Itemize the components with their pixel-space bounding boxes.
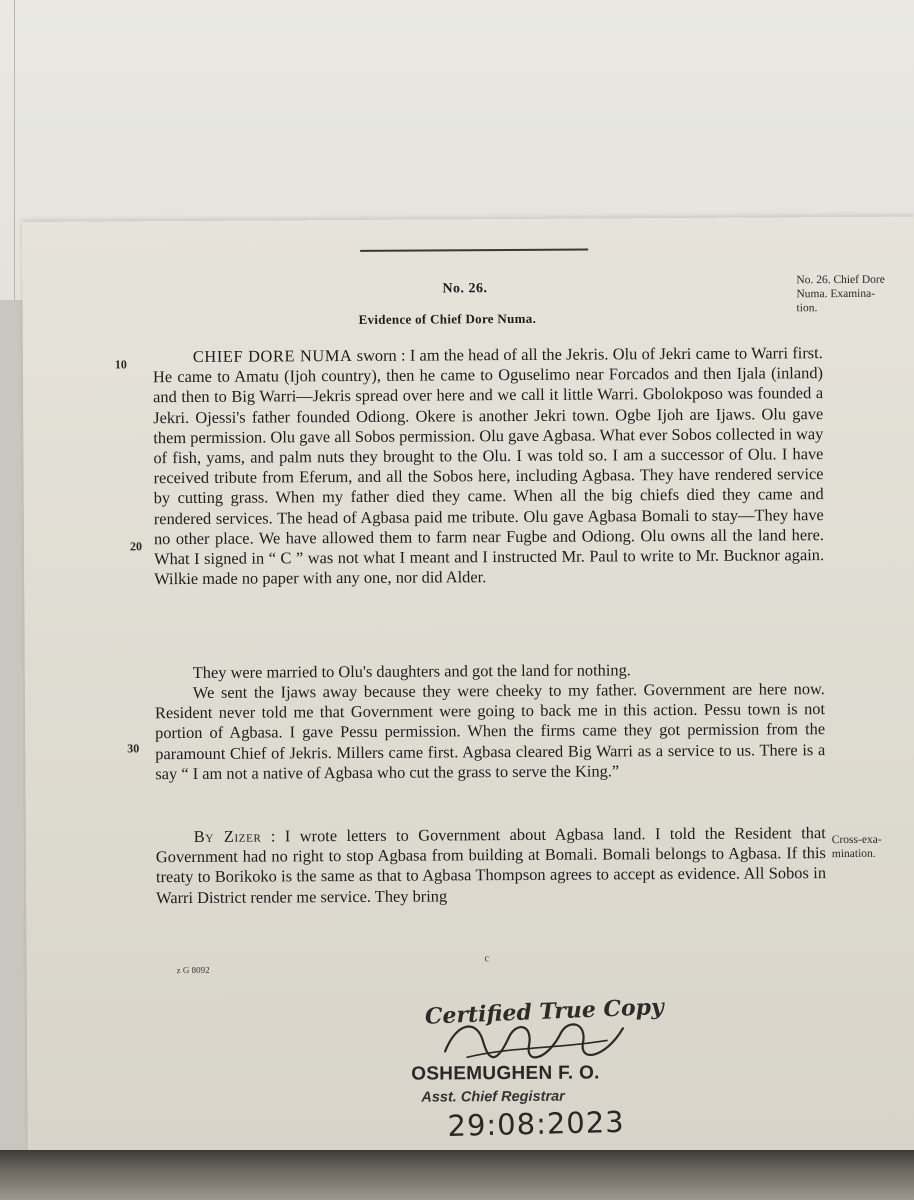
paragraph-married: They were married to Olu's daughters and got the land for nothing. bbox=[192, 660, 631, 682]
sheet-edge bbox=[14, 0, 15, 300]
paragraph-ijaws: We sent the Ijaws away because they were cheeky to my father. Government are here now. Resident never told me that Government were going to back me in this action. Pessu town is not portion of Agbasa. I gave Pessu permission. When the firms came they got permission from the paramount Chief of Jekris. Millers came first. Agbasa cleared Big Warri as a service to us. There is a say “ I am not a native of Agbasa who cut the grass to serve the King.” bbox=[154, 679, 826, 784]
paragraph-cross-examination bbox=[156, 823, 826, 908]
line-number-30: 30 bbox=[127, 741, 140, 756]
line-number-20: 20 bbox=[129, 539, 143, 554]
margin-note-examination: No. 26. Chief Dore Numa. Examina- tion. bbox=[796, 273, 885, 315]
speaker-name: CHIEF DORE NUMA bbox=[192, 345, 353, 366]
stamp-role: Asst. Chief Registrar bbox=[421, 1088, 565, 1106]
stamp-date: 29:08:2023 bbox=[447, 1104, 626, 1143]
stamp-certified-text: Certified True Copy bbox=[424, 993, 665, 1030]
line-number-10: 10 bbox=[114, 357, 127, 372]
paragraph-examination bbox=[153, 343, 824, 590]
paragraph-text: : I wrote letters to Government about Agbasa land. I told the Resident that Government had no right to stop Agbasa from building at Bomali. Bomali belongs to Agbasa. If this treaty to Borikoko is the same as that to Agbasa Thompson agrees to accept as evidence. All Sobos in Warri District render me service. They bring bbox=[155, 823, 827, 907]
document-title: Evidence of Chief Dore Numa. bbox=[358, 310, 537, 327]
print-code: z G 8092 bbox=[176, 964, 210, 976]
document-number: No. 26. bbox=[442, 281, 488, 297]
stamp-name: OSHEMUGHEN F. O. bbox=[411, 1062, 600, 1085]
margin-note-cross-examination: Cross-exa- mination. bbox=[831, 833, 882, 861]
document-page bbox=[22, 217, 914, 1157]
page-letter: c bbox=[484, 953, 489, 965]
table-surface bbox=[0, 1150, 914, 1200]
paragraph-text: sworn : I am the head of all the Jekris. Olu of Jekri came to Warri first. He came to Amatu (Ijoh country), then he came to Oguselimo near Forcados and then Ijala (inland) and then to Big Warri—Jekris spread over here and we call it little Warri. Gbolokposo was founded a Jekri. Ojessi's father founded Odiong. Okere is another Jekri town. Ogbe Ijoh are Ijaws. Olu gave them permission. Olu gave all Sobos permission. Olu gave Agbasa. What ever Sobos collected in way of fish, yams, and palm nuts they brought to the Olu. I was told so. I am a successor of Olu. I have received tribute from Eferum, and all the Sobos here, including Agbasa. They have rendered service by cutting grass. When my father died they came. When all the big chiefs died they came and rendered services. The head of Agbasa paid me tribute. Olu gave Agbasa Bomali to stay—They have no other place. We have allowed them to farm near Fugbe and Odiong. Olu owns all the land here. What I signed in “ C ” was not what I meant and I instructed Mr. Paul to write to Mr. Bucknor again. Wilkie made no paper with any one, nor did Alder. bbox=[152, 343, 825, 589]
header-rule bbox=[360, 249, 588, 252]
examiner-name: By Zizer bbox=[193, 826, 262, 846]
certification-stamp bbox=[407, 992, 728, 1164]
